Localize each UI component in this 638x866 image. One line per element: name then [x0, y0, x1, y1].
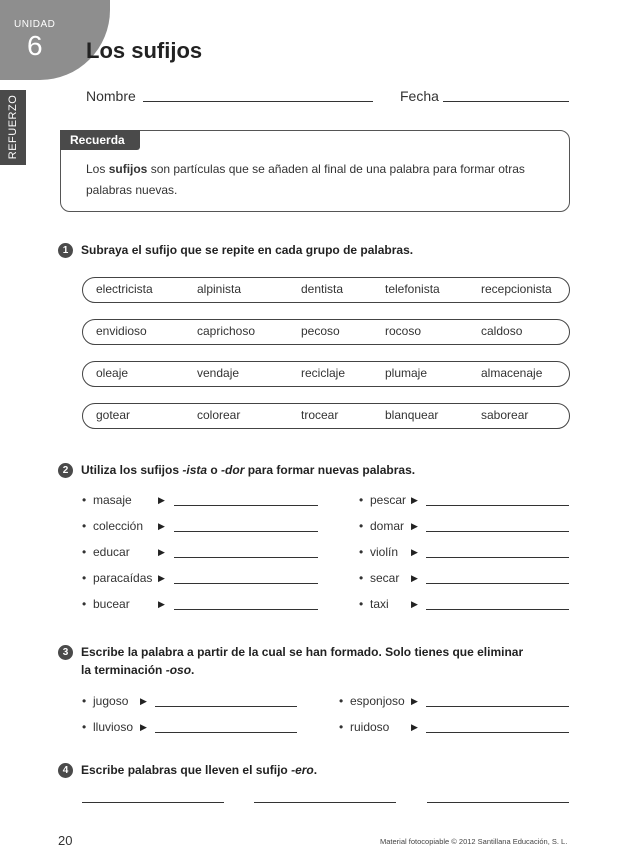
bullet: • [359, 597, 364, 611]
fecha-field[interactable] [443, 101, 569, 102]
arrow-icon: ▶ [158, 521, 165, 531]
ex3-word: jugoso [93, 694, 129, 708]
arrow-icon: ▶ [158, 573, 165, 583]
word[interactable]: oleaje [96, 366, 129, 380]
word-group-row [82, 361, 570, 387]
arrow-icon: ▶ [411, 722, 418, 732]
word[interactable]: envidioso [96, 324, 147, 338]
word[interactable]: almacenaje [481, 366, 543, 380]
bullet: • [339, 720, 344, 734]
exercise-1-instruction: Subraya el sufijo que se repite en cada grupo de palabras. [81, 243, 414, 257]
answer-line[interactable] [174, 531, 318, 532]
bullet: • [82, 519, 87, 533]
word[interactable]: reciclaje [301, 366, 346, 380]
answer-line[interactable] [427, 802, 569, 803]
answer-line[interactable] [174, 609, 318, 610]
arrow-icon: ▶ [140, 696, 147, 706]
bullet: • [82, 694, 87, 708]
ex2-word: taxi [370, 597, 389, 611]
fecha-label: Fecha [400, 88, 439, 104]
exercise-2-instruction: Utiliza los sufijos -ista o -dor para formar nuevas palabras. [81, 463, 416, 477]
answer-line[interactable] [426, 505, 569, 506]
ex2-word: bucear [93, 597, 130, 611]
arrow-icon: ▶ [158, 599, 165, 609]
word[interactable]: electricista [96, 282, 153, 296]
ex2-word: masaje [93, 493, 132, 507]
ex2-word: pescar [370, 493, 407, 507]
recuerda-text: Los sufijos son partículas que se añaden al final de una palabra para formar otras palabras nuevas. [86, 162, 525, 197]
word[interactable]: telefonista [385, 282, 440, 296]
arrow-icon: ▶ [411, 573, 418, 583]
word[interactable]: blanquear [385, 408, 439, 422]
word[interactable]: dentista [301, 282, 344, 296]
exercise-1-number: 1 [58, 243, 73, 258]
arrow-icon: ▶ [140, 722, 147, 732]
bullet: • [82, 545, 87, 559]
word[interactable]: vendaje [197, 366, 240, 380]
arrow-icon: ▶ [158, 547, 165, 557]
answer-line[interactable] [426, 732, 569, 733]
word[interactable]: recepcionista [481, 282, 552, 296]
answer-line[interactable] [426, 706, 569, 707]
exercise-4-instruction: Escribe palabras que lleven el sufijo -ero. [81, 763, 318, 777]
answer-line[interactable] [155, 706, 297, 707]
answer-line[interactable] [174, 505, 318, 506]
bullet: • [82, 720, 87, 734]
word-group-row [82, 277, 570, 303]
word[interactable]: trocear [301, 408, 339, 422]
ex2-word: educar [93, 545, 130, 559]
exercise-4-number: 4 [58, 763, 73, 778]
ex2-word: violín [370, 545, 399, 559]
bullet: • [359, 571, 364, 585]
word-group-row [82, 403, 570, 429]
bullet: • [359, 519, 364, 533]
word[interactable]: pecoso [301, 324, 340, 338]
word[interactable]: alpinista [197, 282, 242, 296]
ex2-word: domar [370, 519, 405, 533]
answer-line[interactable] [426, 531, 569, 532]
arrow-icon: ▶ [411, 696, 418, 706]
arrow-icon: ▶ [411, 599, 418, 609]
bullet: • [82, 571, 87, 585]
recuerda-tab: Recuerda [60, 130, 140, 150]
arrow-icon: ▶ [411, 495, 418, 505]
arrow-icon: ▶ [158, 495, 165, 505]
exercise-2-number: 2 [58, 463, 73, 478]
arrow-icon: ▶ [411, 547, 418, 557]
answer-line[interactable] [426, 557, 569, 558]
bullet: • [359, 493, 364, 507]
copyright-notice: Material fotocopiable © 2012 Santillana Educación, S. L. [380, 837, 568, 846]
ex3-word: lluvioso [93, 720, 134, 734]
page-number: 20 [58, 833, 73, 848]
word-group-row [82, 319, 570, 345]
nombre-field[interactable] [143, 101, 373, 102]
ex2-word: colección [93, 519, 144, 533]
bullet: • [359, 545, 364, 559]
word[interactable]: caldoso [481, 324, 523, 338]
answer-line[interactable] [155, 732, 297, 733]
unit-label: UNIDAD [14, 19, 56, 30]
answer-line[interactable] [426, 609, 569, 610]
arrow-icon: ▶ [411, 521, 418, 531]
word[interactable]: saborear [481, 408, 529, 422]
answer-line[interactable] [174, 583, 318, 584]
word[interactable]: colorear [197, 408, 241, 422]
ex2-word: secar [370, 571, 400, 585]
ex3-word: ruidoso [350, 720, 390, 734]
answer-line[interactable] [174, 557, 318, 558]
word[interactable]: rocoso [385, 324, 422, 338]
answer-line[interactable] [426, 583, 569, 584]
word[interactable]: gotear [96, 408, 131, 422]
exercise-3-instruction-line2: la terminación -oso. [81, 663, 195, 677]
answer-line[interactable] [82, 802, 224, 803]
nombre-label: Nombre [86, 88, 136, 104]
answer-line[interactable] [254, 802, 396, 803]
bullet: • [82, 597, 87, 611]
bullet: • [82, 493, 87, 507]
ex3-word: esponjoso [350, 694, 405, 708]
page-title: Los sufijos [86, 38, 203, 63]
ex2-word: paracaídas [93, 571, 153, 585]
exercise-3-number: 3 [58, 645, 73, 660]
side-tab [0, 90, 26, 165]
bullet: • [339, 694, 344, 708]
exercise-3-instruction: Escribe la palabra a partir de la cual se han formado. Solo tienes que eliminar [81, 645, 524, 659]
word[interactable]: plumaje [385, 366, 428, 380]
word[interactable]: caprichoso [197, 324, 256, 338]
side-tab-label: REFUERZO [7, 94, 19, 160]
unit-number: 6 [27, 30, 43, 61]
